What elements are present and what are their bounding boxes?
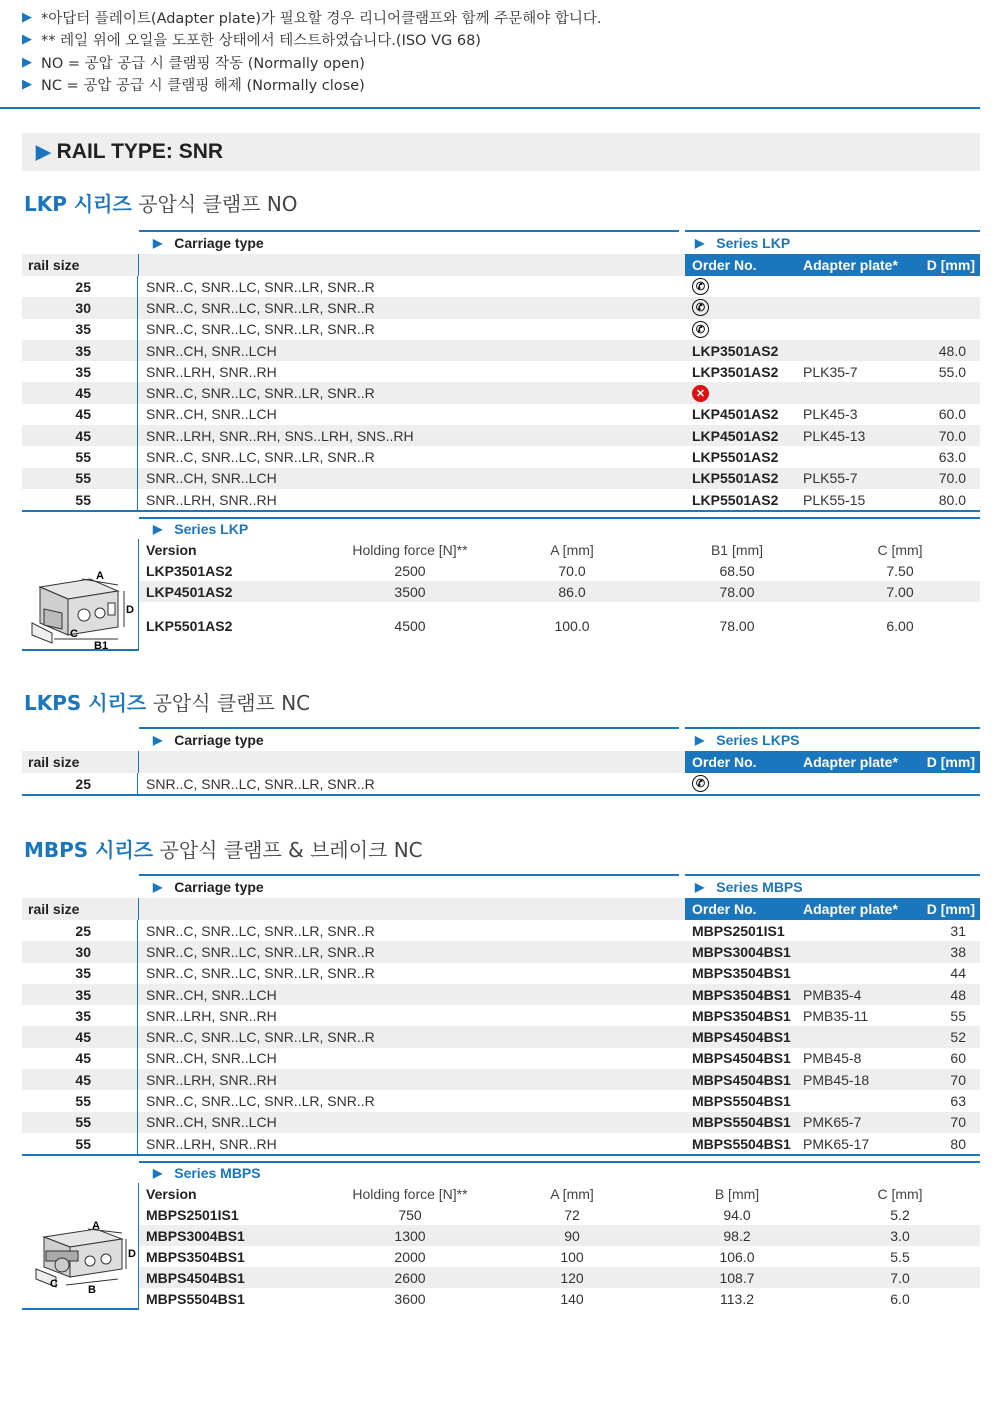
adapter-plate-cell: PMK65-17 <box>803 1135 870 1152</box>
spec-cell-c: 7.50 <box>886 562 914 579</box>
adapter-plate-cell: PLK45-13 <box>803 427 866 444</box>
spec-cell-version: MBPS3004BS1 <box>146 1227 245 1244</box>
spec-cell-a: 72 <box>564 1206 580 1223</box>
order-no-cell: MBPS2501IS1 <box>692 922 785 939</box>
triangle-icon: ▶ <box>153 879 163 894</box>
carriage-cell: SNR..CH, SNR..LCH <box>146 406 277 423</box>
spec-cell-a: 140 <box>560 1290 584 1307</box>
note-item: ▶ NO = 공압 공급 시 클램핑 작동 (Normally open) <box>22 54 365 72</box>
note-item: ▶ ** 레일 위에 오일을 도포한 상태에서 테스트하였습니다.(ISO VG 68) <box>22 32 481 50</box>
spec-cell-a: 100 <box>560 1248 584 1265</box>
triangle-icon: ▶ <box>695 235 705 250</box>
label-d: D <box>128 1248 136 1260</box>
spec-cell-c: 6.0 <box>890 1290 910 1307</box>
rail-size-header: rail size <box>28 754 80 770</box>
carriage-cell: SNR..C, SNR..LC, SNR..LR, SNR..R <box>146 1029 375 1046</box>
rail-size-cell: 35 <box>22 984 138 1005</box>
rail-size-cell: 45 <box>22 404 138 425</box>
order-no-cell: LKP3501AS2 <box>692 363 779 380</box>
mbps-order-table <box>22 874 980 1154</box>
table-bottom-border <box>22 510 980 512</box>
table-row <box>22 297 980 318</box>
note-item: ▶ *아답터 플레이트(Adapter plate)가 필요할 경우 리니어클램프와 함께 주문해야 합니다. <box>22 9 602 27</box>
table-row <box>22 446 980 467</box>
rail-size-cell: 45 <box>22 1026 138 1047</box>
spec-cell-a: 70.0 <box>558 562 586 579</box>
column-header-row <box>22 751 980 773</box>
rail-size-cell: 35 <box>22 963 138 984</box>
d-mm-cell: 70.0 <box>938 470 966 487</box>
d-mm-cell: 63.0 <box>938 449 966 466</box>
d-mm-header: D [mm] <box>926 257 975 273</box>
order-no-cell: LKP5501AS2 <box>692 449 779 466</box>
rail-size-cell: 25 <box>22 276 138 297</box>
carriage-cell: SNR..LRH, SNR..RH <box>146 1135 277 1152</box>
d-mm-cell: 60 <box>950 1050 966 1067</box>
label-b: B <box>88 1284 96 1296</box>
spec-cell-version: LKP4501AS2 <box>146 583 233 600</box>
order-no-cell: MBPS3004BS1 <box>692 943 791 960</box>
d-mm-cell: 80 <box>950 1135 966 1152</box>
order-no-cell: MBPS4504BS1 <box>692 1050 791 1067</box>
order-no-cell: LKP5501AS2 <box>692 491 779 508</box>
spec-cell-force: 3600 <box>394 1290 426 1307</box>
spec-cell-b: 113.2 <box>720 1290 754 1307</box>
table-body <box>22 920 980 1154</box>
spec-column-header: A [mm] <box>550 1185 594 1202</box>
table-row <box>22 963 980 984</box>
table-header <box>22 874 980 898</box>
series-header: ▶ Series LKP <box>685 230 980 253</box>
carriage-cell: SNR..C, SNR..LC, SNR..LR, SNR..R <box>146 321 375 338</box>
spec-series-header: ▶ Series LKP <box>139 517 980 539</box>
spec-cell-b: 98.2 <box>723 1227 751 1244</box>
d-mm-cell: 70.0 <box>938 427 966 444</box>
order-no-cell: MBPS4504BS1 <box>692 1029 791 1046</box>
spec-cell-b: 78.00 <box>719 583 755 600</box>
order-no-cell: LKP5501AS2 <box>692 470 779 487</box>
d-mm-header: D [mm] <box>926 754 975 770</box>
carriage-cell: SNR..C, SNR..LC, SNR..LR, SNR..R <box>146 922 375 939</box>
table-row <box>22 276 980 297</box>
carriage-cell: SNR..C, SNR..LC, SNR..LR, SNR..R <box>146 385 375 402</box>
rail-size-cell: 55 <box>22 446 138 467</box>
mbps-section-title: MBPS 시리즈 공압식 클램프 & 브레이크 NC <box>24 838 423 862</box>
order-no-header: Order No. <box>692 257 757 273</box>
spec-cell-c: 6.00 <box>886 617 914 634</box>
order-no-cell: LKP4501AS2 <box>692 427 779 444</box>
d-mm-cell: 48.0 <box>938 342 966 359</box>
carriage-cell: SNR..C, SNR..LC, SNR..LR, SNR..R <box>146 943 375 960</box>
order-header <box>685 751 980 773</box>
rail-size-cell: 30 <box>22 297 138 318</box>
rail-size-cell: 45 <box>22 425 138 446</box>
spec-cell-a: 120 <box>560 1269 584 1286</box>
d-mm-cell: 70 <box>950 1114 966 1131</box>
carriage-cell: SNR..CH, SNR..LCH <box>146 986 277 1003</box>
d-mm-cell: 55 <box>950 1007 966 1024</box>
spec-cell-c: 3.0 <box>890 1227 910 1244</box>
carriage-cell: SNR..LRH, SNR..RH, SNS..LRH, SNS..RH <box>146 427 414 444</box>
d-mm-cell: 52 <box>950 1029 966 1046</box>
spec-cell-force: 750 <box>398 1206 422 1223</box>
carriage-type-header: ▶ Carriage type <box>139 727 679 750</box>
column-header-row <box>22 254 980 276</box>
phone-icon: ✆ <box>692 299 709 316</box>
lkps-section-title: LKPS 시리즈 공압식 클램프 NC <box>24 691 311 715</box>
spec-column-header: B1 [mm] <box>710 541 764 558</box>
order-no-cell: MBPS3504BS1 <box>692 965 791 982</box>
triangle-icon: ▶ <box>153 522 163 536</box>
spec-cell-b: 108.7 <box>719 1269 755 1286</box>
label-c: C <box>70 628 78 640</box>
table-row <box>22 319 980 340</box>
triangle-icon: ▶ <box>695 879 705 894</box>
adapter-plate-cell: PMB45-8 <box>803 1050 862 1067</box>
rail-size-cell: 25 <box>22 773 138 794</box>
carriage-cell: SNR..CH, SNR..LCH <box>146 342 277 359</box>
adapter-plate-cell: PLK45-3 <box>803 406 858 423</box>
order-no-cell: MBPS5504BS1 <box>692 1135 791 1152</box>
rail-size-cell: 25 <box>22 920 138 941</box>
label-b1: B1 <box>94 640 109 649</box>
adapter-plate-header: Adapter plate* <box>803 754 898 770</box>
table-row <box>22 382 980 403</box>
rail-size-cell: 55 <box>22 489 138 510</box>
table-row <box>22 1133 980 1154</box>
rail-size-header: rail size <box>28 257 80 273</box>
spec-cell-c: 5.5 <box>890 1248 910 1265</box>
rail-type-banner: ▶ RAIL TYPE: SNR <box>22 133 980 171</box>
divider <box>0 107 980 109</box>
adapter-plate-cell: PLK55-15 <box>803 491 866 508</box>
carriage-cell: SNR..CH, SNR..LCH <box>146 470 277 487</box>
rail-size-cell: 35 <box>22 1005 138 1026</box>
table-row <box>22 1005 980 1026</box>
table-header <box>22 727 980 751</box>
spec-cell-a: 100.0 <box>554 617 590 634</box>
clamp-diagram-icon <box>22 539 138 649</box>
adapter-plate-cell: PMB35-11 <box>803 1007 869 1024</box>
d-mm-cell: 31 <box>950 922 966 939</box>
spec-column-header: C [mm] <box>877 1185 923 1202</box>
order-no-cell: LKP3501AS2 <box>692 342 779 359</box>
adapter-plate-cell: PMB35-4 <box>803 986 862 1003</box>
table-row <box>22 984 980 1005</box>
d-mm-cell: 70 <box>950 1071 966 1088</box>
spec-cell-c: 5.2 <box>890 1206 910 1223</box>
order-no-cell: MBPS3504BS1 <box>692 1007 791 1024</box>
label-d: D <box>126 604 134 616</box>
order-no-cell: LKP4501AS2 <box>692 406 779 423</box>
order-no-cell: MBPS3504BS1 <box>692 986 791 1003</box>
rail-size-cell: 55 <box>22 1090 138 1111</box>
rail-size-cell: 30 <box>22 941 138 962</box>
spec-cell-version: MBPS4504BS1 <box>146 1269 245 1286</box>
spec-cell-a: 86.0 <box>558 583 586 600</box>
rail-size-cell: 55 <box>22 468 138 489</box>
d-mm-header: D [mm] <box>926 901 975 917</box>
d-mm-cell: 60.0 <box>938 406 966 423</box>
rail-size-cell: 45 <box>22 382 138 403</box>
table-row <box>22 1090 980 1111</box>
carriage-cell: SNR..C, SNR..LC, SNR..LR, SNR..R <box>146 449 375 466</box>
carriage-cell: SNR..C, SNR..LC, SNR..LR, SNR..R <box>146 1093 375 1110</box>
spec-cell-a: 90 <box>564 1227 580 1244</box>
d-mm-cell: 48 <box>950 986 966 1003</box>
spec-cell-b: 68.50 <box>719 562 755 579</box>
carriage-cell: SNR..LRH, SNR..RH <box>146 491 277 508</box>
column-header-row <box>22 898 980 920</box>
table-row <box>22 1112 980 1133</box>
spec-column-header: C [mm] <box>877 541 923 558</box>
order-no-cell <box>692 773 709 794</box>
table-body <box>22 276 980 510</box>
carriage-cell: SNR..C, SNR..LC, SNR..LR, SNR..R <box>146 775 375 792</box>
adapter-plate-header: Adapter plate* <box>803 257 898 273</box>
rail-size-cell: 35 <box>22 319 138 340</box>
triangle-icon: ▶ <box>22 9 32 25</box>
order-no-cell <box>692 297 709 318</box>
table-bottom-border <box>22 794 980 796</box>
order-no-cell <box>692 276 709 297</box>
not-available-icon: ✕ <box>692 385 709 402</box>
series-header: ▶ Series MBPS <box>685 874 980 897</box>
table-body <box>22 773 980 794</box>
rail-size-header: rail size <box>28 901 80 917</box>
label-c: C <box>50 1278 58 1290</box>
label-a: A <box>92 1220 100 1232</box>
triangle-icon: ▶ <box>22 32 32 48</box>
spec-cell-version: MBPS2501IS1 <box>146 1206 239 1223</box>
adapter-plate-header: Adapter plate* <box>803 901 898 917</box>
spec-column-header: Version <box>146 541 197 558</box>
spec-series-header: ▶ Series MBPS <box>139 1161 980 1183</box>
series-header: ▶ Series LKPS <box>685 727 980 750</box>
order-header <box>685 254 980 276</box>
carriage-cell: SNR..LRH, SNR..RH <box>146 363 277 380</box>
rail-size-cell: 35 <box>22 361 138 382</box>
spec-cell-force: 3500 <box>394 583 426 600</box>
lkp-section-title: LKP 시리즈 공압식 클램프 NO <box>24 192 298 216</box>
phone-icon: ✆ <box>692 775 709 792</box>
order-header <box>685 898 980 920</box>
carriage-cell: SNR..C, SNR..LC, SNR..LR, SNR..R <box>146 965 375 982</box>
d-mm-cell: 80.0 <box>938 491 966 508</box>
spec-column-header: Holding force [N]** <box>352 1185 468 1202</box>
carriage-cell: SNR..CH, SNR..LCH <box>146 1050 277 1067</box>
adapter-plate-cell: PLK55-7 <box>803 470 858 487</box>
d-mm-cell: 55.0 <box>938 363 966 380</box>
table-row <box>22 340 980 361</box>
order-no-header: Order No. <box>692 754 757 770</box>
lkp-clamp-diagram <box>22 539 139 651</box>
table-row <box>22 1026 980 1047</box>
triangle-icon: ▶ <box>36 141 51 163</box>
spec-column-header: Version <box>146 1185 197 1202</box>
spec-column-header: Holding force [N]** <box>352 541 468 558</box>
label-a: A <box>96 570 104 582</box>
adapter-plate-cell: PMK65-7 <box>803 1114 862 1131</box>
order-no-header: Order No. <box>692 901 757 917</box>
note-item: ▶ NC = 공압 공급 시 클램핑 해제 (Normally close) <box>22 77 365 95</box>
mbps-clamp-diagram <box>22 1183 139 1310</box>
spec-cell-b: 78.00 <box>719 617 755 634</box>
clamp-diagram-icon <box>22 1183 138 1308</box>
adapter-plate-cell: PLK35-7 <box>803 363 858 380</box>
rail-size-cell: 35 <box>22 340 138 361</box>
spec-cell-force: 4500 <box>394 617 426 634</box>
carriage-cell: SNR..C, SNR..LC, SNR..LR, SNR..R <box>146 278 375 295</box>
spec-cell-version: MBPS5504BS1 <box>146 1290 245 1307</box>
triangle-icon: ▶ <box>153 1166 163 1180</box>
spec-cell-c: 7.0 <box>890 1269 910 1286</box>
rail-size-cell: 45 <box>22 1069 138 1090</box>
spec-column-header: B [mm] <box>714 1185 760 1202</box>
d-mm-cell: 63 <box>950 1093 966 1110</box>
spec-cell-c: 7.00 <box>886 583 914 600</box>
d-mm-cell: 38 <box>950 943 966 960</box>
triangle-icon: ▶ <box>153 732 163 747</box>
carriage-cell: SNR..LRH, SNR..RH <box>146 1007 277 1024</box>
triangle-icon: ▶ <box>22 54 32 70</box>
table-row <box>22 468 980 489</box>
order-no-cell: MBPS4504BS1 <box>692 1071 791 1088</box>
rail-size-cell: 55 <box>22 1112 138 1133</box>
adapter-plate-cell: PMB45-18 <box>803 1071 870 1088</box>
table-row <box>22 773 980 794</box>
table-row <box>22 489 980 510</box>
table-row <box>22 1069 980 1090</box>
spec-cell-force: 2000 <box>394 1248 426 1265</box>
spec-cell-version: LKP3501AS2 <box>146 562 233 579</box>
rail-size-cell: 45 <box>22 1048 138 1069</box>
order-no-cell: MBPS5504BS1 <box>692 1093 791 1110</box>
table-row <box>22 404 980 425</box>
notes <box>22 6 602 96</box>
carriage-cell: SNR..LRH, SNR..RH <box>146 1071 277 1088</box>
spec-cell-force: 2600 <box>394 1269 426 1286</box>
lkp-order-table <box>22 230 980 510</box>
table-row <box>22 1048 980 1069</box>
carriage-cell: SNR..C, SNR..LC, SNR..LR, SNR..R <box>146 299 375 316</box>
table-row <box>22 920 980 941</box>
spec-cell-version: LKP5501AS2 <box>146 617 233 634</box>
table-row <box>22 361 980 382</box>
triangle-icon: ▶ <box>695 732 705 747</box>
table-header <box>22 230 980 254</box>
table-row <box>22 425 980 446</box>
triangle-icon: ▶ <box>153 235 163 250</box>
spec-cell-version: MBPS3504BS1 <box>146 1248 245 1265</box>
order-no-cell <box>692 319 709 340</box>
phone-icon: ✆ <box>692 321 709 338</box>
table-row <box>22 941 980 962</box>
spec-cell-b: 106.0 <box>719 1248 755 1265</box>
triangle-icon: ▶ <box>22 77 32 93</box>
phone-icon: ✆ <box>692 278 709 295</box>
lkps-order-table <box>22 727 980 794</box>
order-no-cell: MBPS5504BS1 <box>692 1114 791 1131</box>
table-bottom-border <box>22 1154 980 1156</box>
spec-cell-b: 94.0 <box>723 1206 751 1223</box>
order-no-cell <box>692 382 709 403</box>
spec-column-header: A [mm] <box>550 541 594 558</box>
carriage-cell: SNR..CH, SNR..LCH <box>146 1114 277 1131</box>
carriage-type-header: ▶ Carriage type <box>139 874 679 897</box>
spec-cell-force: 1300 <box>394 1227 426 1244</box>
spec-cell-force: 2500 <box>394 562 426 579</box>
rail-size-cell: 55 <box>22 1133 138 1154</box>
d-mm-cell: 44 <box>950 965 966 982</box>
carriage-type-header: ▶ Carriage type <box>139 230 679 253</box>
